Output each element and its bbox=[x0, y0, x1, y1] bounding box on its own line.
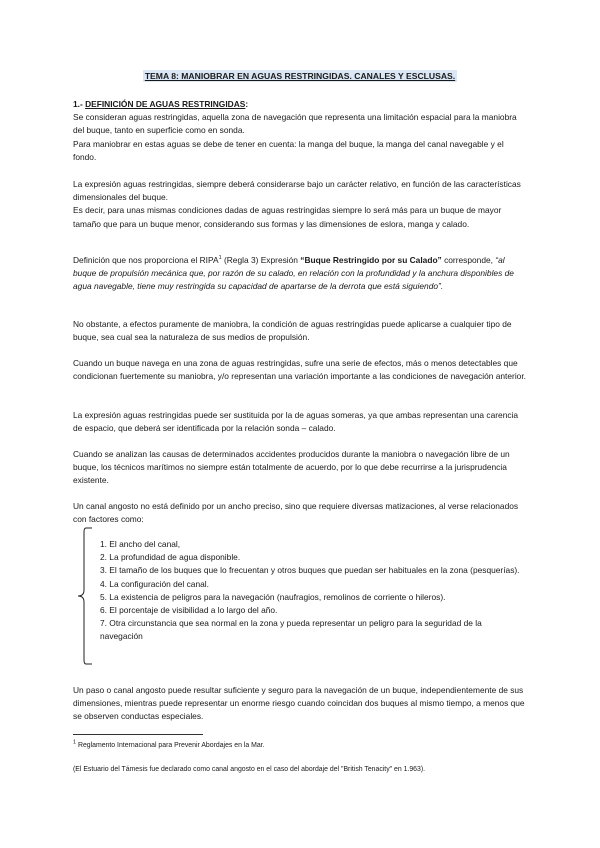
paragraph-accidents bbox=[73, 448, 529, 488]
factors-list bbox=[100, 538, 520, 644]
list-item: 5. La existencia de peligros para la navegación (naufragios, remolinos de corriente o hileros). bbox=[100, 591, 446, 602]
paragraph-narrow-channel bbox=[73, 500, 529, 526]
left-brace-icon bbox=[76, 526, 100, 666]
footnote-mark: 1 bbox=[73, 739, 77, 746]
list-item: 7. Otra circunstancia que sea normal en la zona y pueda representar un peligro para la seguridad de la navegación bbox=[100, 618, 482, 642]
paragraph-maneuver-text: No obstante, a efectos puramente de maniobra, la condición de aguas restringidas puede aplicarse a cualquier tipo de buque, sea cual sea la naturaleza de sus medios de propulsión. bbox=[73, 319, 512, 343]
footnote-divider bbox=[73, 734, 203, 735]
page-title-text: TEMA 8: MANIOBRAR EN AGUAS RESTRINGIDAS. CANALES Y ESCLUSAS. bbox=[144, 71, 456, 81]
paragraph-ripa bbox=[73, 254, 529, 294]
section-heading bbox=[73, 98, 529, 111]
ripa-rule: (Regla 3) Expresión bbox=[221, 255, 301, 265]
footnote-2-text: (El Estuario del Támesis fue declarado como canal angosto en el caso del abordaje del "British Tenacity" en 1.963). bbox=[73, 766, 426, 773]
footnote-ref: 1 bbox=[218, 255, 222, 262]
section-1 bbox=[73, 98, 529, 164]
footnote-1 bbox=[73, 741, 265, 751]
list-item: 3. El tamaño de los buques que lo frecuentan y otros buques que puedan ser habituales en la zona (pesquerías). bbox=[100, 565, 520, 576]
paragraph-risk bbox=[73, 684, 529, 724]
paragraph-effects-text: Cuando un buque navega en una zona de aguas restringidas, sufre una serie de efectos, más o menos detectables que condicionan fuertemente su maniobra, y/o representan una variación importante a las condiciones de navegación anterior. bbox=[73, 358, 526, 382]
paragraph-example: Es decir, para unas mismas condiciones dadas de aguas restringidas siempre lo será más para un buque de mayor tamaño que para un buque menor, considerando sus formas y las dimensiones de eslora, manga y calado. bbox=[73, 205, 502, 229]
paragraph-accidents-text: Cuando se analizan las causas de determinados accidentes producidos durante la maniobra o navegación libre de un buque, los técnicos marítimos no siempre están totalmente de acuerdo, por lo que debe recurrirse a la jurisprudencia existente. bbox=[73, 449, 510, 486]
paragraph-shallow-text: La expresión aguas restringidas puede ser sustituida por la de aguas someras, ya que ambas representan una carencia de espacio, que deberá ser identificada por la relación sonda – calado. bbox=[73, 410, 519, 434]
section-heading-colon: : bbox=[245, 99, 249, 109]
paragraph-considerations: Para maniobrar en estas aguas se debe de tener en cuenta: la manga del buque, la manga del canal navegable y el fondo. bbox=[73, 138, 504, 162]
list-item: 2. La profundidad de agua disponible. bbox=[100, 552, 241, 563]
footnote-2 bbox=[73, 765, 425, 775]
ripa-intro: Definición que nos proporciona el RIPA bbox=[73, 255, 219, 265]
paragraph-relative: La expresión aguas restringidas, siempre deberá considerarse bajo un carácter relativo, en función de las características dimensionales del buque. bbox=[73, 179, 521, 203]
footnote-1-text: Reglamento Internacional para Prevenir Abordajes en la Mar. bbox=[76, 742, 265, 749]
paragraph-shallow bbox=[73, 409, 529, 435]
section-heading-text: DEFINICIÓN DE AGUAS RESTRINGIDAS bbox=[85, 99, 246, 109]
list-item: 4. La configuración del canal. bbox=[100, 578, 209, 589]
paragraph-ripa-text bbox=[73, 254, 529, 294]
list-item: 1. El ancho del canal, bbox=[100, 539, 181, 549]
paragraph-definition: Se consideran aguas restringidas, aquella zona de navegación que representa una limitación espacial para la maniobra del buque, tanto en superficie como en sonda. bbox=[73, 112, 517, 136]
paragraph-group-relative bbox=[73, 178, 529, 231]
list-item: 6. El porcentaje de visibilidad a lo largo del año. bbox=[100, 605, 278, 616]
ripa-term: “Buque Restringido por su Calado” bbox=[300, 255, 442, 265]
paragraph-narrow-channel-text: Un canal angosto no está definido por un ancho preciso, sino que requiere diversas matizaciones, al verse relacionados con factores como: bbox=[73, 501, 519, 525]
paragraph-risk-text: Un paso o canal angosto puede resultar suficiente y seguro para la navegación de un buque, independientemente de sus dimensiones, mientras puede representar un enorme riesgo cuando coincidan dos buques al mismo tiempo, a menos que se observen conductas especiales. bbox=[73, 685, 525, 722]
ripa-connector: corresponde, bbox=[441, 255, 496, 265]
paragraph-effects bbox=[73, 357, 529, 383]
page-title bbox=[0, 70, 600, 82]
paragraph-maneuver bbox=[73, 318, 529, 344]
section-number: 1.- bbox=[73, 99, 86, 109]
ripa-quote: “al buque de propulsión mecánica que, por razón de su calado, en relación con la profundidad y la anchura disponibles de agua navegable, tiene muy restringida su capacidad de apartarse de la derrota que está siguiendo”. bbox=[73, 255, 514, 292]
